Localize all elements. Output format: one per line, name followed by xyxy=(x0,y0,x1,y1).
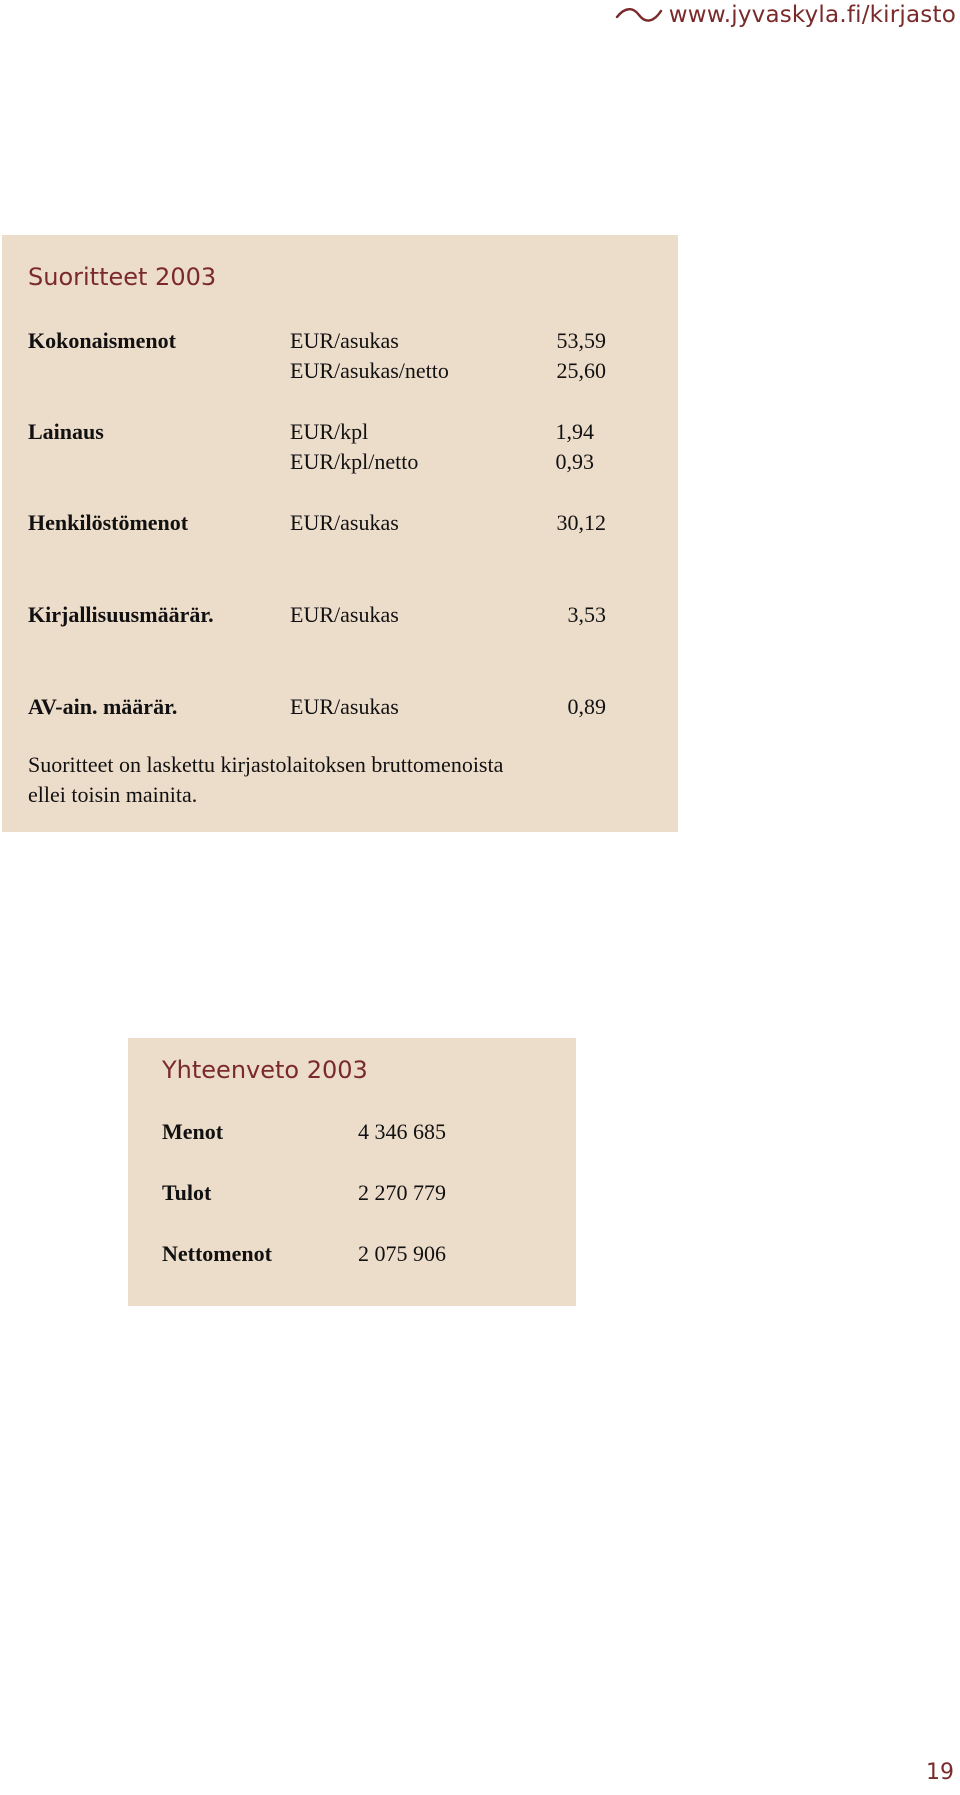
row-value: 3,53 xyxy=(567,602,606,627)
row-value: 0,89 xyxy=(567,694,606,719)
row-unit: EUR/kpl/netto xyxy=(290,449,419,474)
swoosh-icon xyxy=(615,5,663,25)
table-row xyxy=(2,417,678,447)
row-label: Henkilöstömenot xyxy=(28,510,189,535)
row-label: Menot xyxy=(162,1119,224,1144)
row-value: 0,93 xyxy=(555,449,594,474)
row-label: Nettomenot xyxy=(162,1241,272,1266)
table-row xyxy=(2,356,678,386)
row-unit: EUR/asukas xyxy=(290,694,399,719)
row-label: Kokonaismenot xyxy=(28,328,176,353)
row-unit: EUR/asukas xyxy=(290,328,399,353)
row-value: 30,12 xyxy=(556,510,606,535)
page-header xyxy=(615,2,956,28)
table-row xyxy=(2,600,678,630)
table-row xyxy=(2,326,678,356)
row-value: 1,94 xyxy=(555,419,594,444)
row-unit: EUR/asukas xyxy=(290,510,399,535)
row-unit: EUR/kpl xyxy=(290,419,369,444)
table-row xyxy=(2,508,678,538)
table-row xyxy=(128,1178,576,1208)
row-value: 4 346 685 xyxy=(358,1119,446,1144)
row-label: Kirjallisuusmäärär. xyxy=(28,602,214,627)
suoritteet-box xyxy=(2,235,678,832)
table-row xyxy=(2,692,678,722)
note-line: ellei toisin mainita. xyxy=(28,782,198,807)
note-line: Suoritteet on laskettu kirjastolaitoksen bruttomenoista xyxy=(28,752,504,777)
yhteenveto-title: Yhteenveto 2003 xyxy=(162,1056,368,1084)
row-label: Lainaus xyxy=(28,419,104,444)
suoritteet-title: Suoritteet 2003 xyxy=(28,263,217,291)
table-row xyxy=(2,447,678,477)
page-number: 19 xyxy=(926,1760,954,1785)
row-label: Tulot xyxy=(162,1180,212,1205)
table-row xyxy=(128,1117,576,1147)
row-value: 2 270 779 xyxy=(358,1180,446,1205)
yhteenveto-box xyxy=(128,1038,576,1306)
row-value: 2 075 906 xyxy=(358,1241,446,1266)
row-label: AV-ain. määrär. xyxy=(28,694,178,719)
row-value: 25,60 xyxy=(556,358,606,383)
site-url[interactable]: www.jyvaskyla.fi/kirjasto xyxy=(668,2,956,28)
suoritteet-note xyxy=(28,750,648,810)
row-unit: EUR/asukas/netto xyxy=(290,358,449,383)
row-unit: EUR/asukas xyxy=(290,602,399,627)
table-row xyxy=(128,1239,576,1269)
row-value: 53,59 xyxy=(556,328,606,353)
